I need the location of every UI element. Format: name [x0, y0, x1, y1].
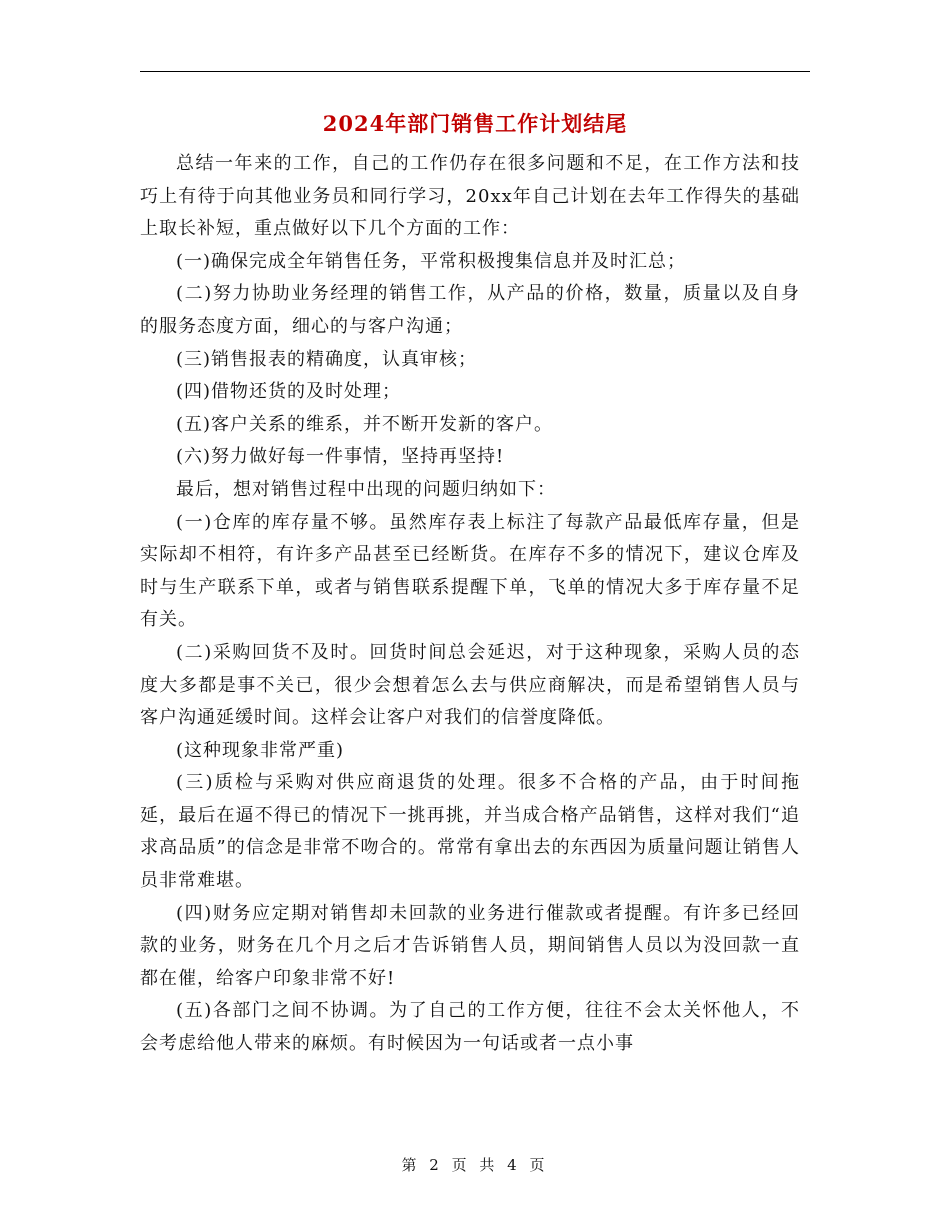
paragraph-issue-4: (四)财务应定期对销售却未回款的业务进行催款或者提醒。有许多已经回款的业务，财务在几个月之后才告诉销售人员，期间销售人员以为没回款一直都在催，给客户印象非常不好! [140, 902, 800, 989]
header-rule [140, 71, 810, 72]
paragraph-issue-2: (二)采购回货不及时。回货时间总会延迟，对于这种现象，采购人员的态度大多都是事不关已，很少会想着怎么去与供应商解决，而是希望销售人员与客户沟通延缓时间。这样会让客户对我们的信誉度降低。 [140, 641, 800, 729]
paragraph-plan-5: (五)客户关系的维系，并不断开发新的客户。 [176, 413, 554, 435]
paragraph-intro: 总结一年来的工作，自己的工作仍存在很多问题和不足，在工作方法和技巧上有待于向其他业务员和同行学习，20xx年自己计划在去年工作得失的基础上取长补短，重点做好以下几个方面的工作： [140, 153, 800, 240]
paragraph-issue-5: (五)各部门之间不协调。为了自己的工作方便，往往不会太关怀他人，不会考虑给他人带来的麻烦。有时候因为一句话或者一点小事 [140, 1000, 800, 1055]
paragraph-plan-4: (四)借物还货的及时处理； [176, 381, 402, 403]
document-title: 2024年部门销售工作计划结尾 [322, 111, 628, 136]
paragraph-plan-2: (二)努力协助业务经理的销售工作，从产品的价格，数量，质量以及自身的服务态度方面，细心的与客户沟通； [140, 283, 800, 337]
document-body [140, 148, 800, 1061]
paragraph-issue-1: (一)仓库的库存量不够。虽然库存表上标注了每款产品最低库存量，但是实际却不相符，有许多产品甚至已经断货。在库存不多的情况下，建议仓库及时与生产联系下单，或者与销售联系提醒下单，飞单的情况大多于库存量不足有关。 [140, 511, 800, 631]
page-number: 第 2 页 共 4 页 [401, 1156, 549, 1174]
paragraph-plan-1: (一)确保完成全年销售任务，平常积极搜集信息并及时汇总； [176, 250, 687, 272]
paragraph-issue-3: (三)质检与采购对供应商退货的处理。很多不合格的产品，由于时间拖延，最后在逼不得已的情况下一挑再挑，并当成合格产品销售，这样对我们“追求高品质”的信念是非常不吻合的。常常有拿出去的东西因为质量问题让销售人员非常难堪。 [140, 772, 800, 892]
paragraph-summary-intro: 最后，想对销售过程中出现的问题归纳如下： [176, 478, 556, 500]
paragraph-issue-2-note: (这种现象非常严重) [176, 739, 345, 761]
paragraph-plan-6: (六)努力做好每一件事情，坚持再坚持! [176, 446, 505, 468]
paragraph-plan-3: (三)销售报表的精确度，认真审核； [176, 348, 478, 370]
